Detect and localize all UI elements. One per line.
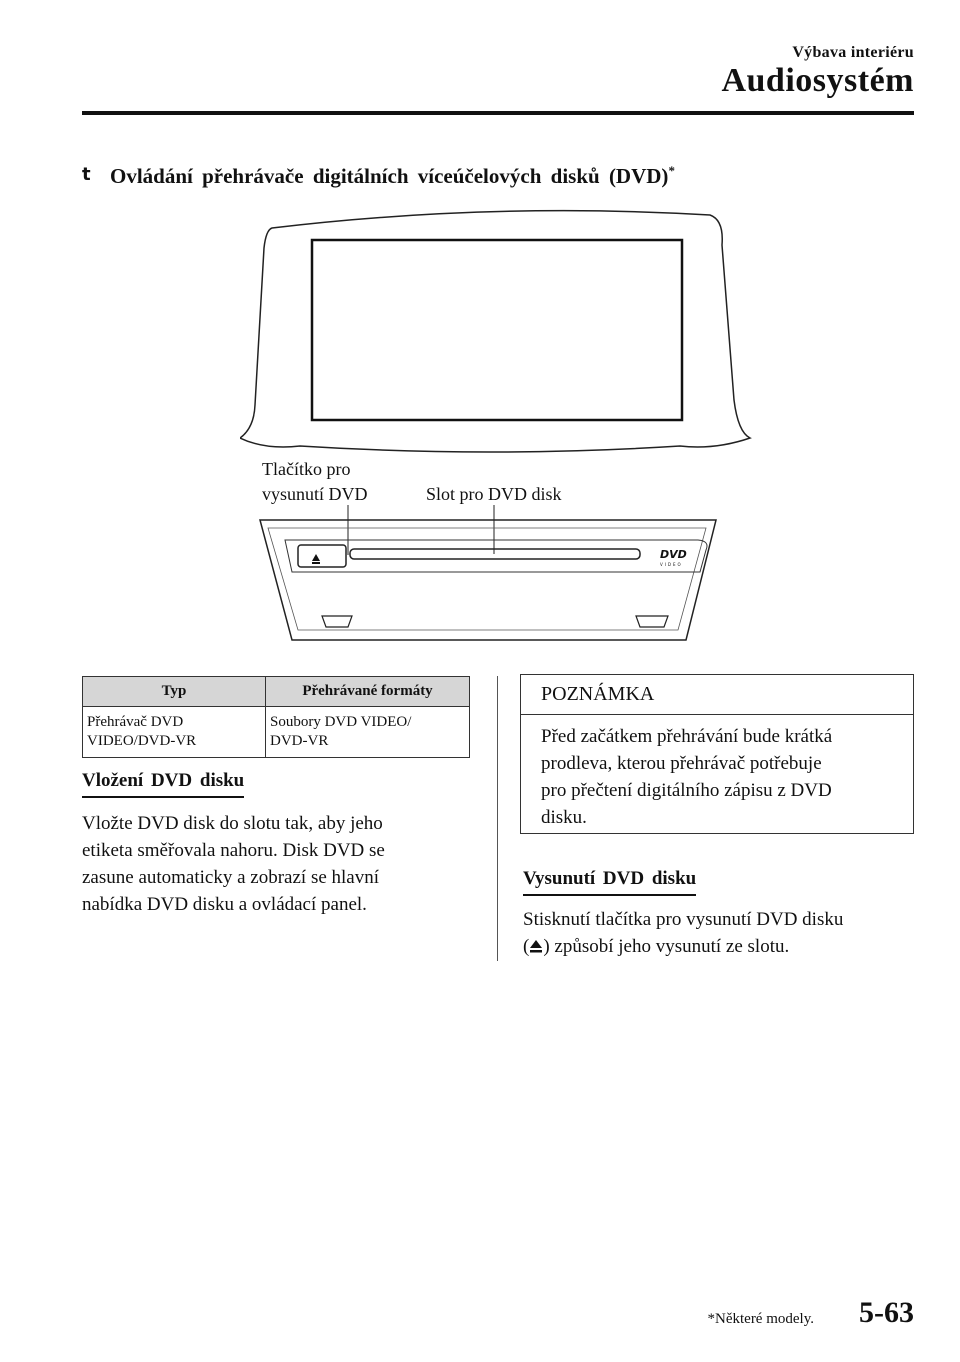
eject-button (298, 545, 346, 567)
table-cell-type (83, 707, 266, 758)
display-screen (312, 240, 682, 420)
note-line: pro přečtení digitálního zápisu z DVD (541, 780, 832, 801)
eject-open-paren: ( (523, 936, 530, 957)
dvd-unit-body (260, 520, 716, 640)
section-title-text: Ovládání přehrávače digitálních víceúčelových disků (DVD) (110, 164, 669, 188)
eject-line-2 (523, 933, 918, 960)
eject-icon (312, 554, 320, 561)
eject-symbol-icon (529, 939, 543, 953)
dvd-player-illustration (240, 200, 760, 650)
insert-line: nabídka DVD disku a ovládací panel. (82, 894, 367, 915)
eject-label-line2: vysunutí DVD (262, 484, 368, 504)
eject-heading: Vysunutí DVD disku (523, 868, 696, 896)
mount-foot-left (322, 616, 352, 627)
slot-label: Slot pro DVD disk (426, 484, 562, 504)
section-marker: t (82, 164, 91, 185)
column-divider (497, 676, 498, 961)
dvd-logo-sub: VIDEO (660, 562, 683, 567)
note-line: prodleva, kterou přehrávač potřebuje (541, 753, 822, 774)
dvd-logo: DVD (660, 548, 687, 561)
insert-line: zasune automaticky a zobrazí se hlavní (82, 867, 380, 888)
formats-line: DVD-VR (270, 733, 329, 749)
type-line: VIDEO/DVD-VR (87, 733, 197, 749)
table-cell-formats (266, 707, 470, 758)
table-header-row (83, 677, 470, 707)
eject-label-line1: Tlačítko pro (262, 459, 351, 479)
section-asterisk: * (668, 163, 675, 178)
eject-paragraph (523, 906, 918, 960)
mount-foot-right (636, 616, 668, 627)
format-table (82, 676, 470, 758)
insert-heading: Vložení DVD disku (82, 770, 244, 798)
note-line: disku. (541, 807, 587, 828)
insert-line: etiketa směřovala nahoru. Disk DVD se (82, 840, 385, 861)
insert-paragraph (82, 810, 482, 918)
note-heading: POZNÁMKA (521, 675, 913, 715)
page-number: 5-63 (859, 1296, 914, 1329)
chapter-title: Audiosystém (721, 62, 914, 99)
section-title (110, 163, 675, 189)
footnote: *Některé modely. (707, 1311, 814, 1327)
note-line: Před začátkem přehrávání bude krátká (541, 726, 833, 747)
note-box (520, 674, 914, 834)
header-rule (82, 111, 914, 115)
chapter-subtitle: Výbava interiéru (792, 44, 914, 61)
table-row (83, 707, 470, 758)
eject-line: Stisknutí tlačítka pro vysunutí DVD disku (523, 909, 844, 930)
insert-line: Vložte DVD disk do slotu tak, aby jeho (82, 813, 383, 834)
table-header-type: Typ (83, 677, 266, 707)
screen-housing (240, 211, 750, 452)
eject-line-rest: ) způsobí jeho vysunutí ze slotu. (543, 936, 790, 957)
table-header-formats: Přehrávané formáty (266, 677, 470, 707)
disc-slot (350, 549, 640, 559)
note-body (521, 715, 913, 831)
formats-line: Soubory DVD VIDEO/ (270, 714, 412, 730)
type-line: Přehrávač DVD (87, 714, 184, 730)
